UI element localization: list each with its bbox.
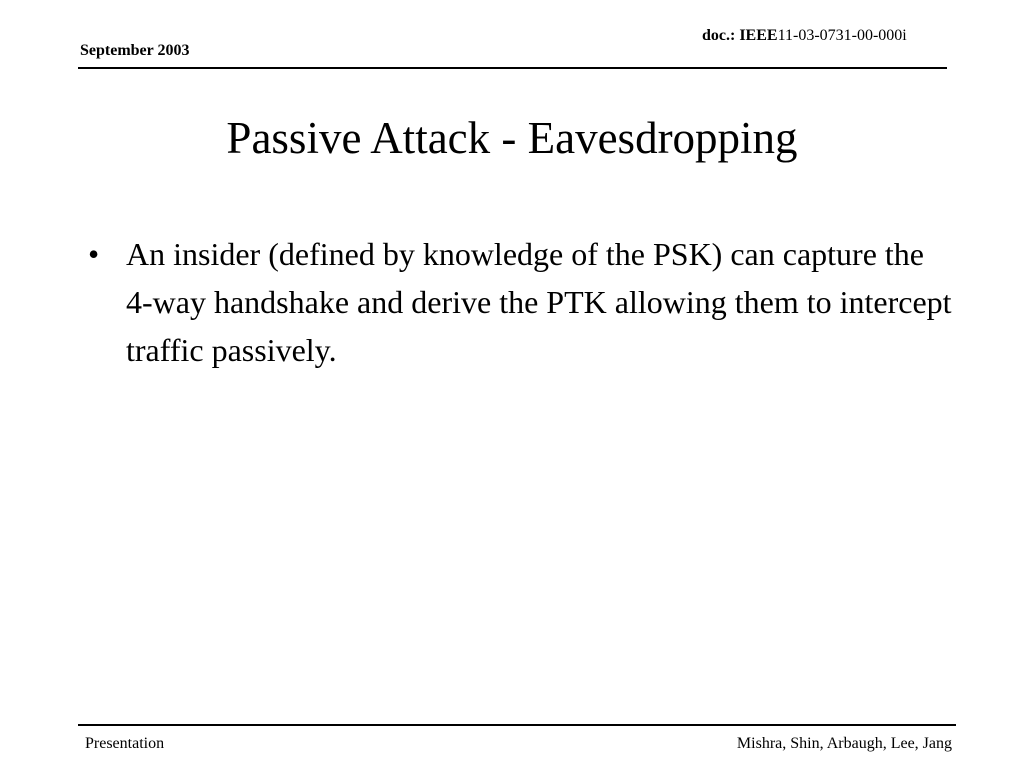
bullet-text: An insider (defined by knowledge of the PSK) can capture the 4-way handshake and derive the PTK allowing them to intercept traffic passively. [126,236,952,368]
footer-divider [78,724,956,726]
bullet-list [86,230,956,374]
header-date: September 2003 [80,42,190,59]
slide-title: Passive Attack - Eavesdropping [226,113,798,163]
footer-authors: Mishra, Shin, Arbaugh, Lee, Jang [736,735,952,752]
document-id [702,22,942,50]
header-divider [78,67,947,69]
bullet-marker: • [88,236,100,272]
footer-label: Presentation [85,735,165,752]
document-id-prefix: doc.: IEEE [702,27,778,44]
document-id-number: 11-03-0731-00-000i [777,27,907,44]
bullet-item [86,230,956,374]
